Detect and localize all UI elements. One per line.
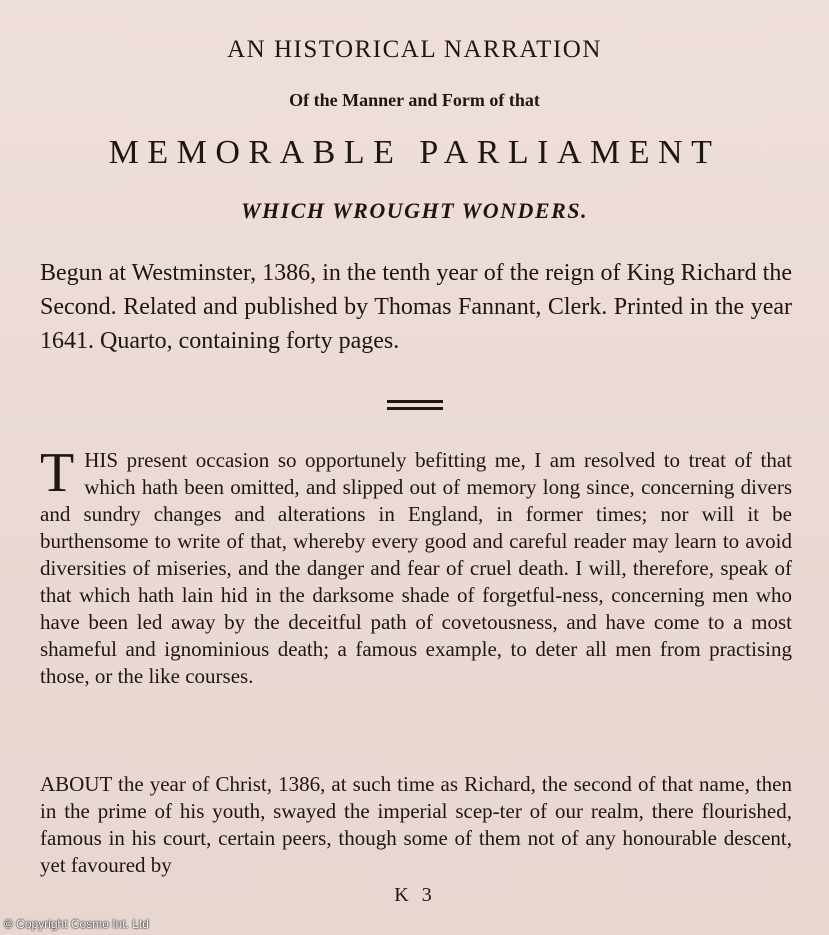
heading-line-2: Of the Manner and Form of that — [289, 90, 540, 110]
paragraph-1 — [40, 442, 792, 690]
drop-cap-letter: T — [40, 442, 75, 504]
paragraph-2: ABOUT the year of Christ, 1386, at such time as Richard, the second of that name, then in the prime of his youth, swayed the imperial scep-ter of our realm, there flourished, famous in his court, certain peers, though some of them not of any honourable descent, yet favoured by — [40, 772, 792, 877]
heading-line-3: MEMORABLE PARLIAMENT — [108, 134, 721, 171]
heading-line-1: AN HISTORICAL NARRATION — [227, 36, 602, 63]
divider-rule-bottom — [387, 407, 443, 410]
publication-subtitle: Begun at Westminster, 1386, in the tenth year of the reign of King Richard the Second. Related and published by Thomas Fannant, Clerk. Printed in the year 1641. Quarto, containing forty pages. — [40, 260, 792, 354]
paragraph-1-text: HIS present occasion so opportunely befitting me, I am resolved to treat of that which hath been omitted, and slipped out of memory long since, concerning divers and sundry changes and alterations in England, in former times; nor will it be burthensome to write of that, whereby every good and careful reader may learn to avoid diversities of miseries, and the danger and fear of cruel death. I will, therefore, speak of that which hath lain hid in the darksome shade of forgetful-ness, concerning men who have been led away by the deceitful path of covetousness, and have come to a most shameful and ignominious death; a famous example, to deter all men from practising those, or the like courses. — [40, 448, 792, 688]
signature-mark: K 3 — [394, 884, 436, 906]
heading-line-4: WHICH WROUGHT WONDERS. — [241, 198, 588, 223]
copyright-watermark: © Copyright Cosmo Int. Ltd — [4, 917, 149, 931]
divider-rule-top — [387, 400, 443, 403]
